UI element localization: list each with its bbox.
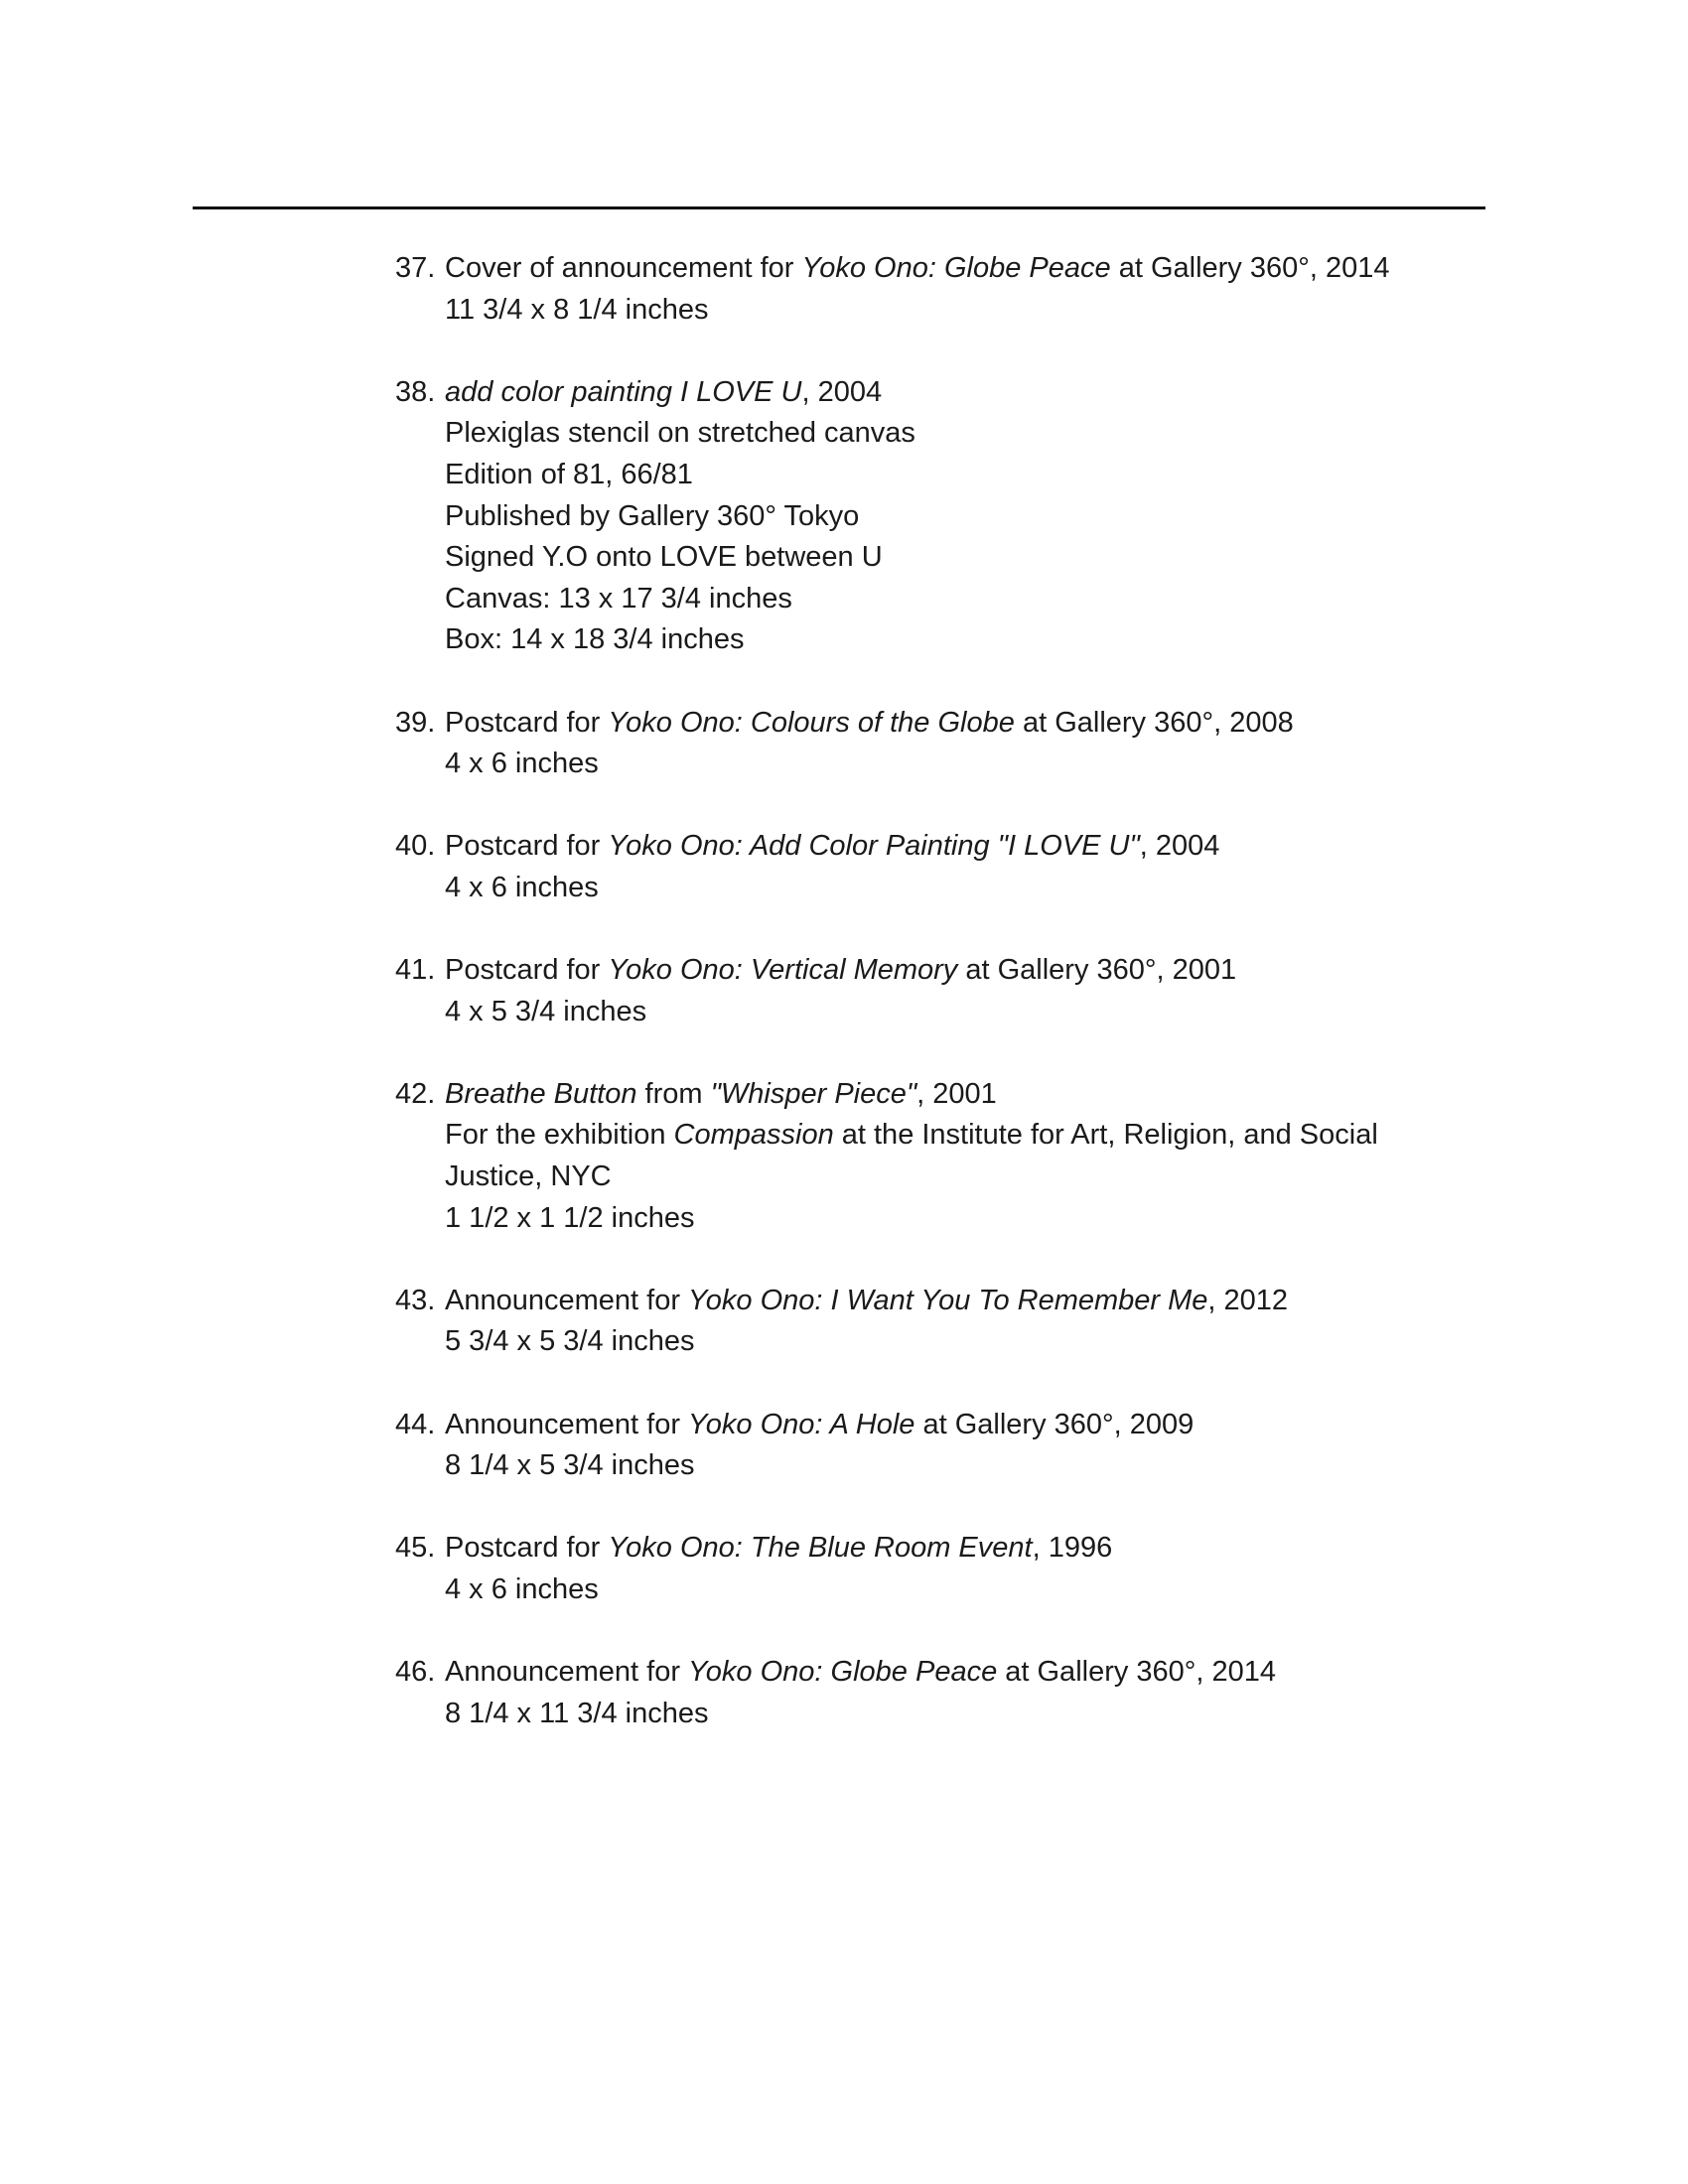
item-title: Postcard for Yoko Ono: Colours of the Globe at Gallery 360°, 2008 <box>445 706 1294 739</box>
item-dimensions: 4 x 5 3/4 inches <box>445 995 647 1027</box>
item-signature: Signed Y.O onto LOVE between U <box>445 541 883 574</box>
item-title: Announcement for Yoko Ono: A Hole at Gallery 360°, 2009 <box>445 1408 1195 1440</box>
item-title: Announcement for Yoko Ono: Globe Peace at Gallery 360°, 2014 <box>445 1656 1277 1689</box>
item-dimensions: 8 1/4 x 11 3/4 inches <box>445 1697 709 1729</box>
item-dimensions: 8 1/4 x 5 3/4 inches <box>445 1449 695 1482</box>
item-box-dimensions: Box: 14 x 18 3/4 inches <box>445 623 745 656</box>
list-item <box>395 1528 1468 1610</box>
item-title: Cover of announcement for Yoko Ono: Globe Peace at Gallery 360°, 2014 <box>445 252 1390 284</box>
list-item <box>395 248 1468 331</box>
item-number: 42. <box>395 1077 436 1110</box>
list-item <box>395 826 1468 908</box>
item-title: Breathe Button from "Whisper Piece", 2001 <box>445 1077 997 1110</box>
item-number: 46. <box>395 1656 436 1689</box>
item-dimensions: 4 x 6 inches <box>445 871 599 903</box>
list-item <box>395 703 1468 785</box>
item-edition: Edition of 81, 66/81 <box>445 458 693 490</box>
item-dimensions: 11 3/4 x 8 1/4 inches <box>445 293 709 326</box>
list-item <box>395 372 1468 661</box>
item-number: 38. <box>395 375 436 408</box>
item-number: 44. <box>395 1408 436 1440</box>
item-title: add color painting I LOVE U, 2004 <box>445 375 883 408</box>
item-dimensions: 1 1/2 x 1 1/2 inches <box>445 1201 695 1234</box>
list-item <box>395 1074 1468 1239</box>
item-number: 40. <box>395 830 436 863</box>
checklist <box>395 248 1468 1776</box>
header-rule <box>193 206 1485 209</box>
item-publisher: Published by Gallery 360° Tokyo <box>445 499 860 532</box>
item-number: 37. <box>395 252 436 284</box>
item-medium: Plexiglas stencil on stretched canvas <box>445 417 915 450</box>
list-item <box>395 1405 1468 1487</box>
item-dimensions: 4 x 6 inches <box>445 748 599 780</box>
list-item <box>395 1281 1468 1363</box>
item-number: 39. <box>395 706 436 739</box>
item-dimensions: 5 3/4 x 5 3/4 inches <box>445 1325 695 1358</box>
item-title: Postcard for Yoko Ono: Vertical Memory at Gallery 360°, 2001 <box>445 954 1237 987</box>
item-title: Postcard for Yoko Ono: Add Color Painting "I LOVE U", 2004 <box>445 830 1220 863</box>
item-title: Postcard for Yoko Ono: The Blue Room Event, 1996 <box>445 1532 1113 1565</box>
item-dimensions: 4 x 6 inches <box>445 1573 599 1605</box>
list-item <box>395 950 1468 1032</box>
list-item <box>395 1652 1468 1734</box>
item-title: Announcement for Yoko Ono: I Want You To Remember Me, 2012 <box>445 1284 1289 1316</box>
item-number: 41. <box>395 954 436 987</box>
item-exhibition: For the exhibition Compassion at the Institute for Art, Religion, and Social Justice, NYC <box>445 1119 1378 1193</box>
item-number: 43. <box>395 1284 436 1316</box>
item-dimensions: Canvas: 13 x 17 3/4 inches <box>445 582 792 614</box>
item-number: 45. <box>395 1532 436 1565</box>
